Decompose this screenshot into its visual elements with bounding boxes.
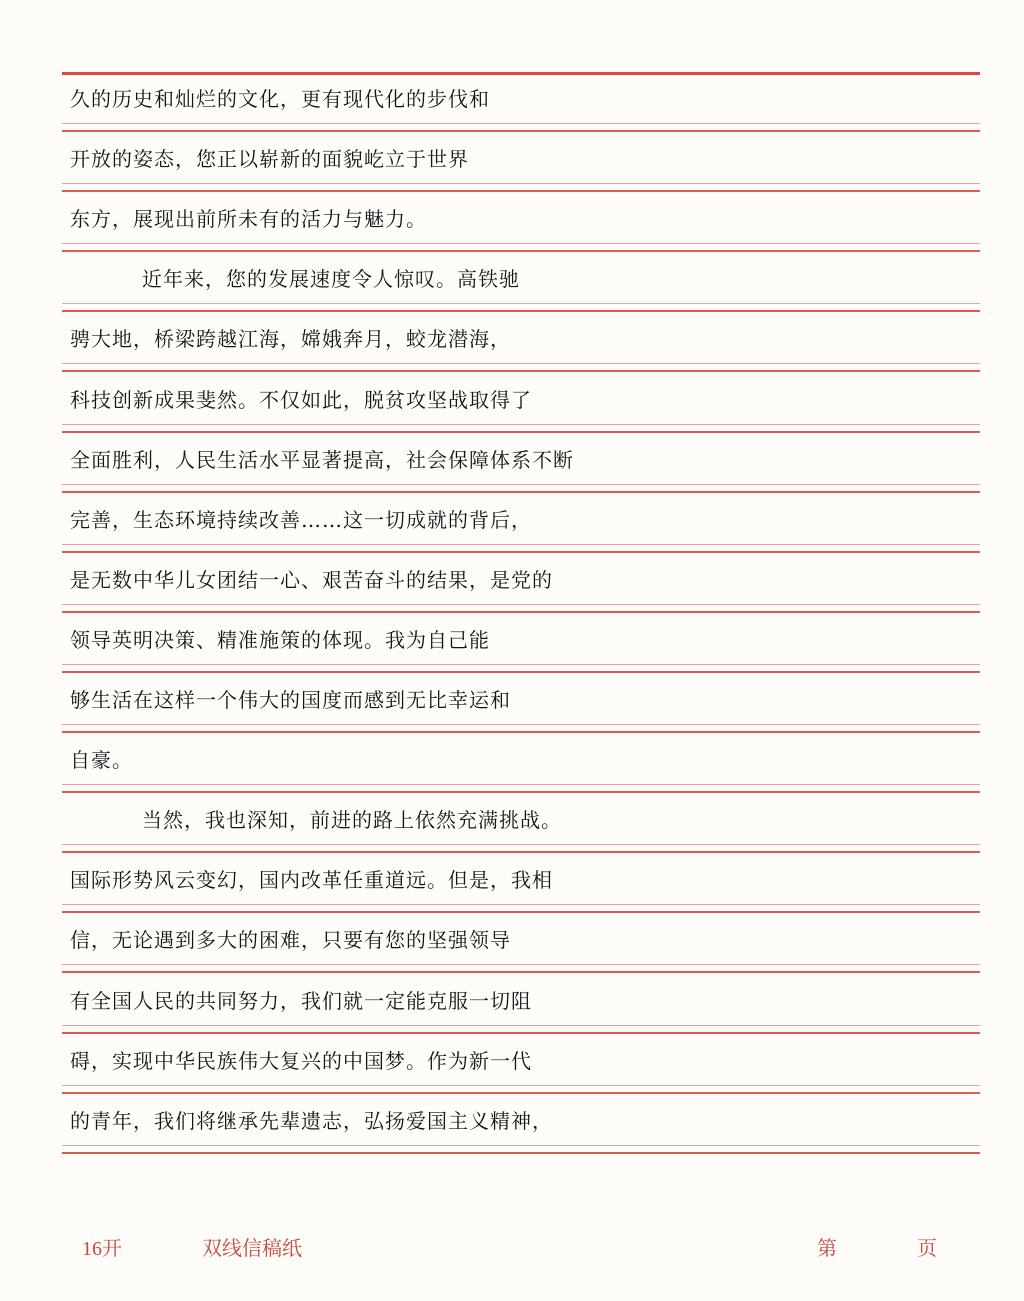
ruled-line: [62, 316, 980, 372]
ruled-line: [62, 978, 980, 1034]
ruled-line: [62, 377, 980, 433]
text-line: 是无数中华儿女团结一心、艰苦奋斗的结果，是党的: [70, 567, 553, 592]
paper-name-label: 双线信稿纸: [202, 1238, 302, 1260]
ruled-line: [62, 617, 980, 673]
ruled-line: [62, 917, 980, 973]
text-line: 东方，展现出前所未有的活力与魅力。: [70, 207, 427, 232]
text-line: 久的历史和灿烂的文化，更有现代化的步伐和: [70, 87, 490, 111]
text-line: 碍，实现中华民族伟大复兴的中国梦。作为新一代: [70, 1048, 532, 1073]
ruled-line: [62, 677, 980, 733]
text-line: 自豪。: [70, 748, 133, 773]
text-line: 开放的姿态，您正以崭新的面貌屹立于世界: [70, 147, 469, 172]
top-rule: [62, 72, 980, 75]
text-line: 科技创新成果斐然。不仅如此，脱贫攻坚战取得了: [70, 387, 532, 412]
ruled-line: [62, 1038, 980, 1094]
text-line: 领导英明决策、精准施策的体现。我为自己能: [70, 627, 490, 652]
page-prefix-label: 第: [817, 1238, 837, 1260]
ruled-line: [62, 737, 980, 793]
ruled-line: [62, 1098, 980, 1154]
ruled-line: [62, 857, 980, 913]
text-line: 信，无论遇到多大的困难，只要有您的坚强领导: [70, 928, 511, 953]
paper-size-label: 16开: [82, 1238, 122, 1260]
text-line: 当然，我也深知，前进的路上依然充满挑战。: [142, 808, 562, 833]
ruled-line: [62, 437, 980, 493]
paper-footer: [62, 1232, 980, 1262]
text-line: 够生活在这样一个伟大的国度而感到无比幸运和: [70, 688, 511, 712]
text-line: 的青年，我们将继承先辈遗志，弘扬爱国主义精神，: [70, 1108, 553, 1133]
text-line: 骋大地，桥梁跨越江海，嫦娥奔月，蛟龙潜海，: [70, 327, 511, 352]
ruled-line: [62, 136, 980, 192]
text-line: 完善，生态环境持续改善……这一切成就的背后，: [70, 507, 532, 532]
ruled-line: [62, 497, 980, 553]
ruled-line: [62, 256, 980, 312]
text-line: 国际形势风云变幻，国内改革任重道远。但是，我相: [70, 868, 553, 893]
text-line: 近年来，您的发展速度令人惊叹。高铁驰: [142, 267, 520, 292]
text-line: 有全国人民的共同努力，我们就一定能克服一切阻: [70, 988, 532, 1013]
page-suffix-label: 页: [917, 1238, 937, 1260]
text-line: 全面胜利，人民生活水平显著提高，社会保障体系不断: [70, 447, 574, 472]
ruled-line: [62, 797, 980, 853]
ruled-line: [62, 557, 980, 613]
ruled-line: [62, 76, 980, 132]
ruled-line: [62, 196, 980, 252]
